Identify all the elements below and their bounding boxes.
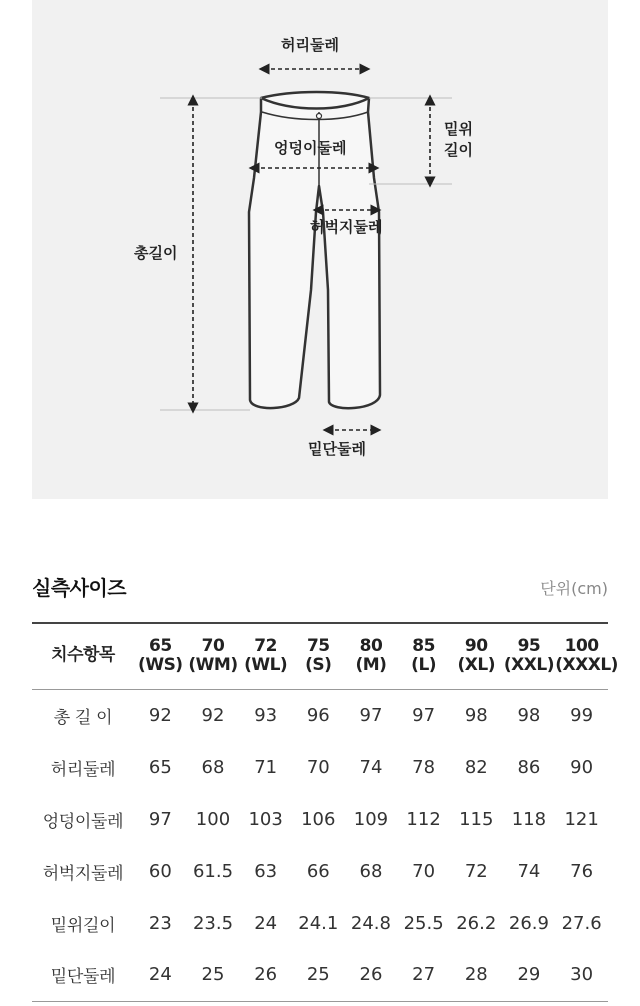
cell-value: 78	[412, 756, 436, 778]
cell-value: 30	[570, 964, 594, 986]
cell-value: 115	[459, 808, 494, 830]
row-item-label: 허리둘레	[50, 759, 116, 780]
cell-value: 86	[517, 756, 541, 778]
cell-value: 118	[511, 808, 547, 830]
cell-value: 27.6	[561, 912, 602, 934]
size-diagram	[32, 0, 608, 499]
cell-value: 70	[412, 860, 436, 882]
table-row	[32, 793, 608, 845]
row-item-label: 엉덩이둘레	[42, 811, 124, 832]
waist-button	[317, 114, 322, 119]
cell-value: 28	[464, 964, 488, 986]
cell-value: 93	[254, 704, 278, 726]
cell-value: 66	[306, 860, 330, 882]
cell-value: 103	[248, 808, 283, 830]
row-item-label: 밑단둘레	[50, 967, 116, 988]
cell-value: 99	[570, 704, 594, 726]
cell-value: 26	[359, 964, 383, 986]
table-row	[32, 689, 608, 741]
cell-value: 24	[254, 912, 278, 934]
pants-illustration	[32, 0, 608, 499]
size-table	[32, 622, 618, 1002]
cell-value: 29	[517, 964, 541, 986]
label-rise-1: 밑위	[444, 120, 473, 138]
cell-value: 97	[148, 808, 172, 830]
cell-value: 82	[464, 756, 488, 778]
cell-value: 90	[570, 756, 594, 778]
cell-value: 121	[564, 808, 599, 830]
row-item-label: 허벅지둘레	[42, 863, 124, 884]
cell-value: 92	[148, 704, 172, 726]
cell-value: 97	[359, 704, 383, 726]
cell-value: 25	[306, 964, 330, 986]
cell-value: 23.5	[192, 912, 234, 934]
cell-value: 25.5	[403, 912, 444, 934]
cell-value: 68	[201, 756, 225, 778]
cell-value: 26.2	[456, 912, 497, 934]
label-thigh: 허벅지둘레	[310, 218, 383, 236]
cell-value: 70	[306, 756, 330, 778]
cell-value: 68	[359, 860, 383, 882]
cell-value: 74	[359, 756, 383, 778]
cell-value: 26.9	[508, 912, 549, 934]
header-item: 치수항목	[51, 645, 115, 666]
table-header-row	[32, 623, 608, 689]
cell-value: 27	[412, 964, 436, 986]
cell-value: 92	[201, 704, 225, 726]
cell-value: 109	[353, 808, 389, 830]
cell-value: 71	[254, 756, 278, 778]
cell-value: 97	[412, 704, 436, 726]
unit-label: 단위(cm)	[540, 579, 608, 598]
row-item-label: 밑위길이	[50, 915, 116, 936]
cell-value: 76	[570, 860, 594, 882]
header-size: 80 (M)	[355, 635, 387, 676]
cell-value: 25	[201, 964, 225, 986]
header-size: 85 (L)	[411, 635, 437, 676]
table-row	[32, 845, 608, 897]
header-size: 95 (XXL)	[503, 635, 554, 676]
header-size: 100 (XXXL)	[555, 635, 618, 676]
header-size: 65 (WS)	[138, 635, 183, 676]
cell-value: 106	[301, 808, 336, 830]
cell-value: 61.5	[192, 860, 234, 882]
table-row	[32, 897, 608, 949]
table-row	[32, 741, 608, 793]
header-size: 90 (XL)	[457, 635, 495, 676]
label-hip: 엉덩이둘레	[274, 139, 347, 157]
header-size: 70 (WM)	[188, 635, 238, 676]
label-total-length: 총길이	[134, 244, 178, 262]
label-hem: 밑단둘레	[308, 440, 366, 458]
cell-value: 24	[148, 964, 172, 986]
row-item-label: 총 길 이	[53, 707, 113, 728]
header-size: 72 (WL)	[244, 635, 288, 676]
cell-value: 96	[306, 704, 330, 726]
cell-value: 100	[195, 808, 231, 830]
cell-value: 24.8	[350, 912, 391, 934]
header-size: 75 (S)	[305, 635, 332, 676]
cell-value: 112	[406, 808, 441, 830]
cell-value: 74	[517, 860, 541, 882]
cell-value: 72	[464, 860, 488, 882]
cell-value: 60	[148, 860, 172, 882]
cell-value: 26	[254, 964, 278, 986]
cell-value: 98	[464, 704, 488, 726]
cell-value: 23	[148, 912, 172, 934]
cell-value: 63	[254, 860, 278, 882]
cell-value: 98	[517, 704, 541, 726]
label-waist: 허리둘레	[281, 36, 339, 54]
label-rise-2: 길이	[444, 141, 473, 159]
cell-value: 24.1	[298, 912, 339, 934]
section-title: 실측사이즈	[32, 576, 127, 600]
table-row	[32, 949, 608, 1001]
cell-value: 65	[148, 756, 172, 778]
